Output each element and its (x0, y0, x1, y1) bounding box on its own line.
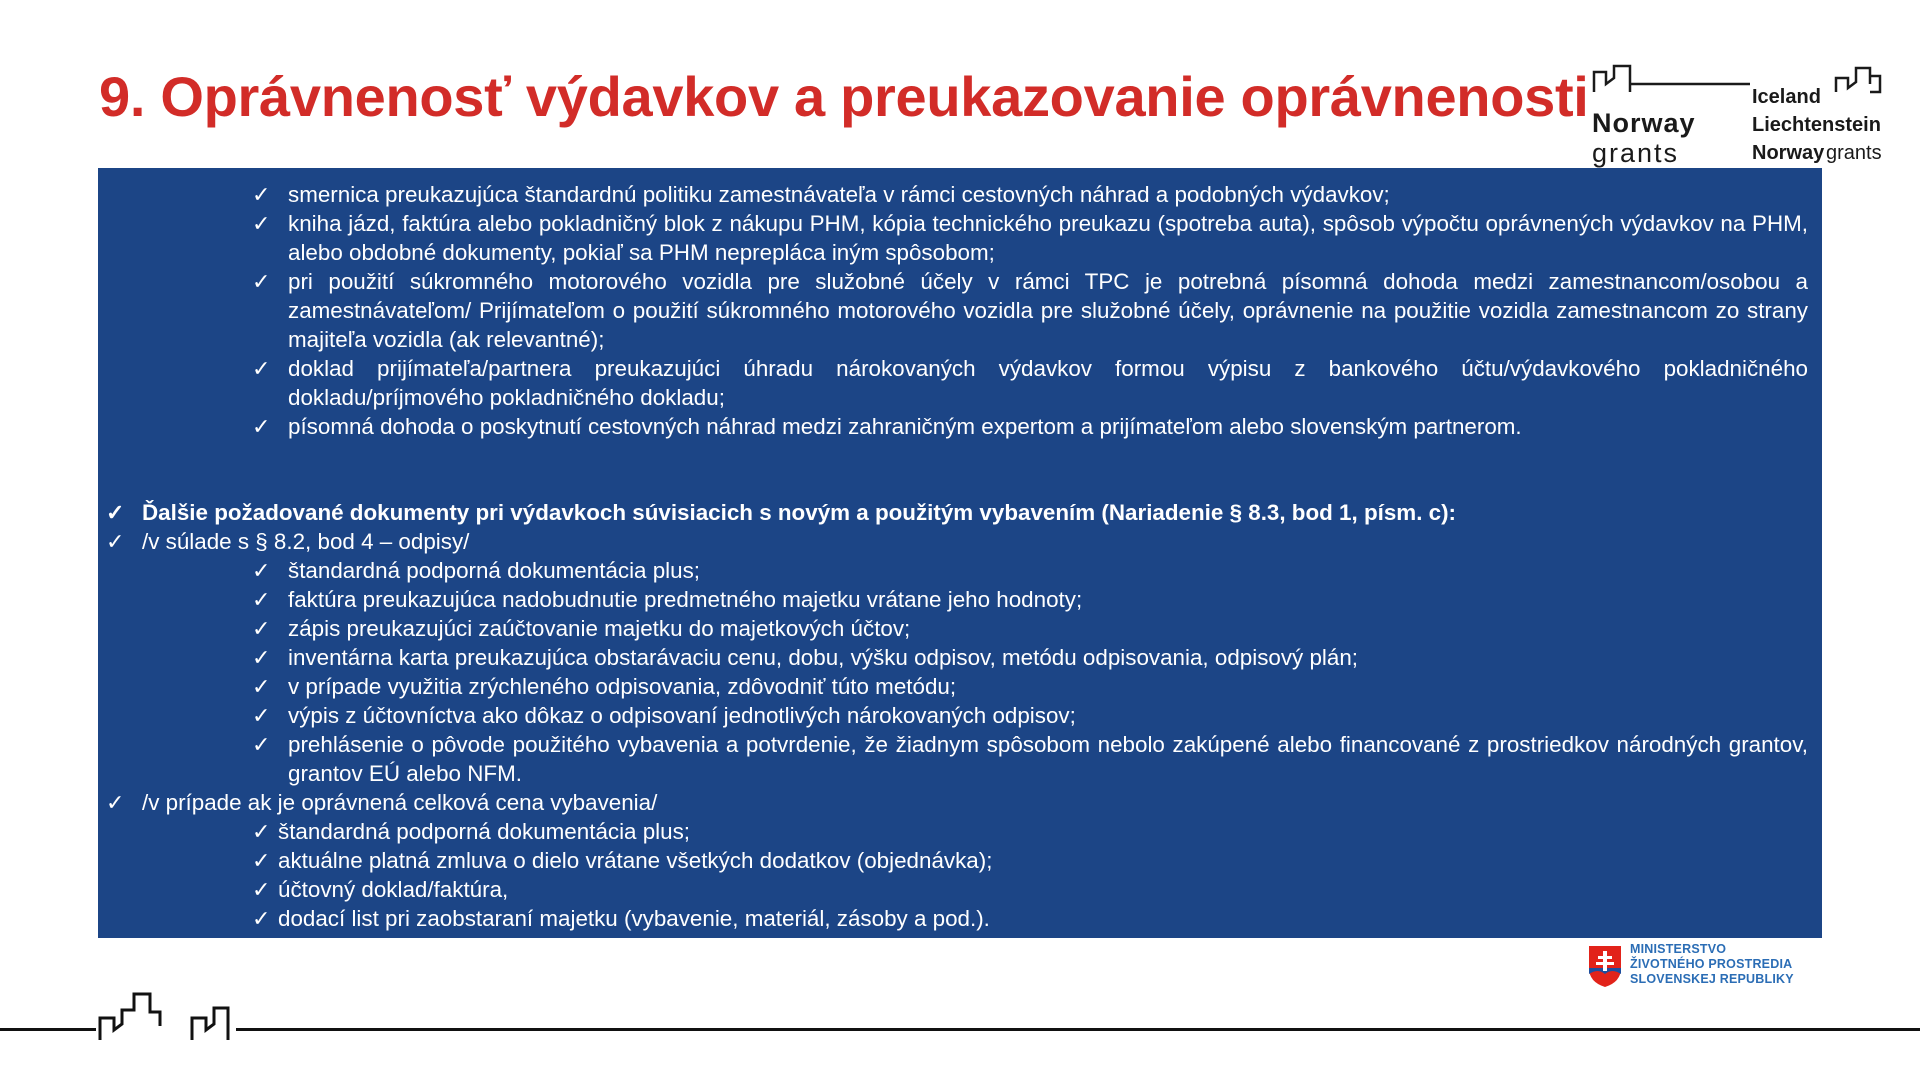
subsection-heading-text: /v prípade ak je oprávnená celková cena vybavenia/ (142, 790, 658, 815)
checkmark-icon: ✓ (252, 182, 271, 207)
checkmark-icon: ✓ (252, 848, 271, 873)
list-item-text: dodací list pri zaobstaraní majetku (vybavenie, materiál, zásoby a pod.). (278, 906, 990, 931)
list-item-text: smernica preukazujúca štandardnú politiku zamestnávateľa v rámci cestovných náhrad a podobných výdavkov; (288, 182, 1390, 207)
list-item-text: účtovný doklad/faktúra, (278, 877, 509, 902)
footer-grants-mark-icon (96, 988, 236, 1046)
list-item-text: inventárna karta preukazujúca obstarávaciu cenu, dobu, výšku odpisov, metódu odpisovania, odpisový plán; (288, 645, 1359, 670)
list-item-text: v prípade využitia zrýchleného odpisovania, zdôvodniť túto metódu; (288, 674, 957, 699)
list-item (98, 701, 1822, 730)
section-heading-text: Ďalšie požadované dokumenty pri výdavkoch súvisiacich s novým a použitým vybavením (Nariadenie § 8.3, bod 1, písm. c): (142, 500, 1457, 525)
subsection-heading-text: /v súlade s § 8.2, bod 4 – odpisy/ (142, 529, 470, 554)
logo-liechtenstein-text: Liechtenstein (1752, 114, 1881, 136)
list-item (98, 267, 1822, 354)
list-item (98, 846, 1822, 875)
content-text (98, 180, 1822, 933)
list-item (98, 180, 1822, 209)
list-item (98, 556, 1822, 585)
list-item-text: aktuálne platná zmluva o dielo vrátane všetkých dodatkov (objednávka); (278, 848, 993, 873)
logo-norway-small-text: Norway (1752, 142, 1825, 164)
slovak-coat-of-arms-icon (1586, 944, 1624, 988)
checkmark-icon: ✓ (106, 500, 125, 525)
list-item (98, 614, 1822, 643)
logo-grants-text: grants (1592, 138, 1680, 168)
checkmark-icon: ✓ (252, 645, 271, 670)
ministry-logo (1586, 942, 1826, 994)
logo-norway-text: Norway (1592, 108, 1696, 138)
checkmark-icon: ✓ (252, 906, 271, 931)
checkmark-icon: ✓ (252, 819, 271, 844)
list-item (98, 412, 1822, 441)
list-item-text: zápis preukazujúci zaúčtovanie majetku do majetkových účtov; (288, 616, 911, 641)
content-panel (98, 168, 1822, 938)
logo-grants-small-text: grants (1826, 142, 1882, 164)
checkmark-icon: ✓ (252, 211, 271, 236)
checkmark-icon: ✓ (106, 790, 125, 815)
checkmark-icon: ✓ (106, 529, 125, 554)
ministry-line-2: ŽIVOTNÉHO PROSTREDIA (1630, 957, 1793, 971)
subsection-heading (98, 527, 1822, 556)
checkmark-icon: ✓ (252, 587, 271, 612)
list-item-text: faktúra preukazujúca nadobudnutie predmetného majetku vrátane jeho hodnoty; (288, 587, 1083, 612)
list-item-text: doklad prijímateľa/partnera preukazujúci úhradu nárokovaných výdavkov formou výpisu z bankového účtu/výdavkového pokladničného dokladu/príjmového pokladničného dokladu; (288, 356, 1808, 410)
list-item (98, 817, 1822, 846)
checkmark-icon: ✓ (252, 703, 271, 728)
norway-grants-logo (1590, 58, 1890, 170)
list-item-text: výpis z účtovníctva ako dôkaz o odpisovaní jednotlivých nárokovaných odpisov; (288, 703, 1076, 728)
list-item-text: štandardná podporná dokumentácia plus; (278, 819, 691, 844)
checkmark-icon: ✓ (252, 414, 271, 439)
checkmark-icon: ✓ (252, 732, 271, 757)
checkmark-icon: ✓ (252, 269, 271, 294)
list-item-text: prehlásenie o pôvode použitého vybavenia a potvrdenie, že žiadnym spôsobom nebolo zakúpené alebo financované z prostriedkov národných grantov, grantov EÚ alebo NFM. (288, 732, 1808, 786)
list-item (98, 354, 1822, 412)
list-item (98, 904, 1822, 933)
subsection-heading (98, 788, 1822, 817)
ministry-line-1: MINISTERSTVO (1630, 942, 1727, 956)
list-item-text: pri použití súkromného motorového vozidla pre služobné účely v rámci TPC je potrebná písomná dohoda medzi zamestnancom/osobou a zamestnávateľom/ Prijímateľom o použití súkromného motorového vozidla pre služobné účely, oprávnenie na použitie vozidla zamestnancom zo strany majiteľa vozidla (ak relevantné); (288, 269, 1808, 352)
logo-iceland-text: Iceland (1752, 86, 1821, 108)
list-item-text: štandardná podporná dokumentácia plus; (288, 558, 701, 583)
checkmark-icon: ✓ (252, 558, 271, 583)
footer-divider (0, 1028, 1920, 1031)
section-heading (98, 498, 1822, 527)
ministry-text (1630, 942, 1794, 987)
list-item (98, 875, 1822, 904)
slide-title: 9. Oprávnenosť výdavkov a preukazovanie oprávnenosti (99, 65, 1589, 128)
list-item-text: kniha jázd, faktúra alebo pokladničný blok z nákupu PHM, kópia technického preukazu (spotreba auta), spôsob výpočtu oprávnených výdavkov na PHM, alebo obdobné dokumenty, pokiaľ sa PHM nepreplácа iným spôsobom; (288, 211, 1808, 265)
list-item (98, 209, 1822, 267)
list-item (98, 730, 1822, 788)
list-item-text: písomná dohoda o poskytnutí cestovných náhrad medzi zahraničným expertom a prijímateľom alebo slovenským partnerom. (288, 414, 1522, 439)
checkmark-icon: ✓ (252, 356, 271, 381)
checkmark-icon: ✓ (252, 616, 271, 641)
ministry-line-3: SLOVENSKEJ REPUBLIKY (1630, 972, 1794, 986)
list-item (98, 672, 1822, 701)
list-item (98, 643, 1822, 672)
checkmark-icon: ✓ (252, 674, 271, 699)
list-item (98, 585, 1822, 614)
checkmark-icon: ✓ (252, 877, 271, 902)
